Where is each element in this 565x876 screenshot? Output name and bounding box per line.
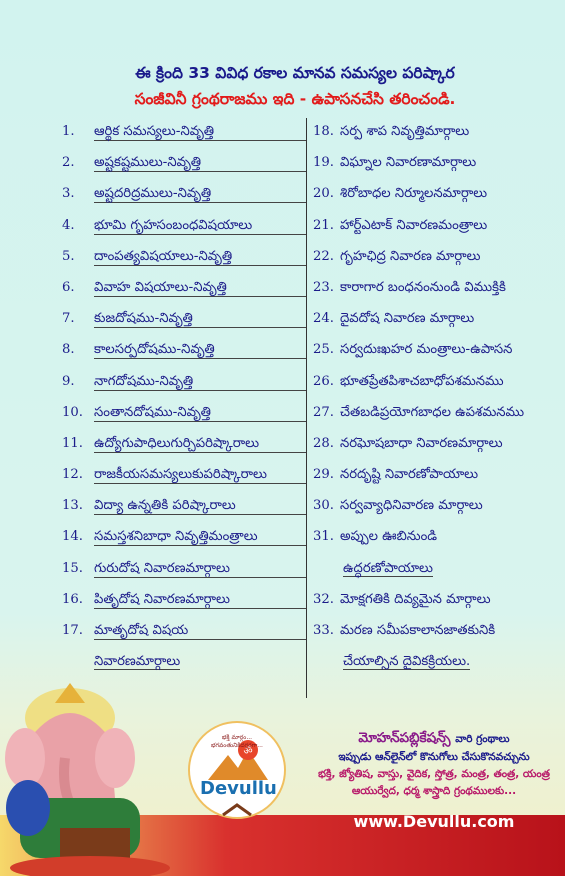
- header: [40, 60, 550, 112]
- ganesha-illustration: [0, 678, 176, 876]
- item-text: రాజకీయసమస్యలుకుపరిష్కారాలు: [94, 467, 306, 484]
- item-text: శిరోబాధల నిర్మూలనమార్గాలు: [339, 186, 488, 202]
- list-item-continuation: [62, 648, 306, 679]
- item-number: 21.: [313, 217, 334, 233]
- item-number: 8.: [62, 342, 75, 358]
- item-number: 17.: [62, 623, 83, 638]
- item-text: ఆర్థిక సమస్యలు-నివృత్తి: [94, 124, 306, 141]
- list-item: [62, 555, 306, 586]
- list-item: [313, 399, 563, 430]
- item-number: 22.: [313, 248, 334, 264]
- item-number: 15.: [62, 560, 83, 576]
- item-text: విద్యా ఉన్నతికి పరిష్కారాలు: [94, 498, 306, 515]
- item-text: అప్పుల ఊబినుండి: [339, 529, 438, 545]
- publisher-name: మోహన్‌పబ్లికేషన్స్: [358, 730, 451, 746]
- list-item: [313, 492, 563, 523]
- item-text: సమస్తశనిబాధా నివృత్తిమంత్రాలు: [94, 529, 306, 546]
- item-number: 25.: [313, 342, 334, 358]
- list-item-continuation: [313, 648, 563, 679]
- list-item: [313, 461, 563, 492]
- item-number: 19.: [313, 155, 334, 171]
- list-item: [313, 274, 563, 305]
- ad-line-online: ఇప్పుడు ఆన్‌లైన్‌లో కొనుగోలు చేసుకొనవచ్చును: [338, 751, 530, 763]
- list-item: [62, 336, 306, 367]
- list-item: [313, 336, 563, 367]
- item-number: 1.: [62, 124, 75, 139]
- item-text: గృహఛిద్ర నివారణ మార్గాలు: [339, 248, 481, 264]
- right-column: [313, 118, 563, 679]
- item-text: ఉద్యోగుపాధిలుగుర్చిపరిష్కారాలు: [94, 436, 306, 453]
- item-text: హార్ట్ఎటాక్ నివారణమంత్రాలు: [339, 217, 488, 233]
- item-text: నరదృష్టి నివారణోపాయాలు: [339, 467, 479, 483]
- item-text: మాతృదోష విషయ: [94, 623, 306, 640]
- item-text: కారాగార బంధనంనుండి విముక్తికి: [339, 279, 506, 295]
- list-item: [62, 368, 306, 399]
- list-item: [62, 243, 306, 274]
- item-number: 23.: [313, 279, 334, 295]
- item-number: 7.: [62, 311, 75, 327]
- item-text: గురుదోష నివారణమార్గాలు: [94, 561, 306, 578]
- item-text: భూతప్రేతపిశాచబాధోపశమనము: [339, 373, 504, 389]
- list-item: [62, 430, 306, 461]
- item-text: దైవదోష నివారణ మార్గాలు: [339, 311, 475, 327]
- item-text: నరఘోషబాధా నివారణమార్గాలు: [339, 435, 503, 451]
- item-number: 12.: [62, 467, 83, 483]
- item-number: 5.: [62, 248, 75, 264]
- item-text: కాలసర్పదోషము-నివృత్తి: [94, 342, 306, 359]
- item-text: అష్టదరిద్రములు-నివృత్తి: [94, 186, 306, 203]
- item-number: 27.: [313, 404, 334, 420]
- list-item: [62, 274, 306, 305]
- advertisement: [305, 730, 563, 831]
- list-item: [62, 118, 306, 149]
- website-link[interactable]: www.Devullu.com: [353, 812, 515, 831]
- list-item: [313, 180, 563, 211]
- svg-text:ॐ: ॐ: [243, 746, 253, 757]
- item-number: 13.: [62, 498, 83, 514]
- list-item: [313, 368, 563, 399]
- list-item: [313, 586, 563, 617]
- item-number: 10.: [62, 404, 83, 420]
- list-item: [62, 492, 306, 523]
- list-item: [62, 399, 306, 430]
- ad-line-categories-2: ఆయుర్వేద, ధర్మ శాస్త్రాది గ్రంథములకు...: [351, 785, 517, 797]
- logo-brand: Devullu: [200, 778, 277, 799]
- item-text: భూమి గృహసంబంధవిషయాలు: [94, 218, 306, 235]
- item-number: 9.: [62, 373, 75, 389]
- item-number: 26.: [313, 373, 334, 389]
- item-number: 14.: [62, 529, 83, 545]
- column-divider: [306, 118, 307, 698]
- item-number: 2.: [62, 155, 75, 171]
- item-text: సర్వదుఃఖహర మంత్రాలు-ఉపాసన: [339, 342, 513, 358]
- item-number: 32.: [313, 591, 334, 607]
- item-number: 33.: [313, 623, 334, 638]
- list-item: [62, 617, 306, 648]
- list-item: [313, 243, 563, 274]
- header-line-2: సంజీవినీ గ్రంథరాజము ఇది - ఉపాసనచేసి తరించండి.: [134, 90, 456, 108]
- item-text: పితృదోష నివారణమార్గాలు: [94, 592, 306, 609]
- list-item: [62, 180, 306, 211]
- item-text: నివారణమార్గాలు: [94, 654, 181, 670]
- item-text: వివాహ విషయాలు-నివృత్తి: [94, 280, 306, 297]
- item-number: 6.: [62, 279, 75, 295]
- list-item: [313, 305, 563, 336]
- item-text: సంతానదోషము-నివృత్తి: [94, 405, 306, 422]
- item-number: 31.: [313, 529, 334, 545]
- ad-title: [305, 730, 563, 749]
- list-item: [62, 523, 306, 554]
- item-text: నాగదోషము-నివృత్తి: [94, 374, 306, 391]
- item-text: మోక్షగతికి దివ్యమైన మార్గాలు: [339, 591, 491, 607]
- item-text: విఘ్నాల నివారణామార్గాలు: [339, 155, 477, 171]
- item-text: సర్ప శాప నివృత్తిమార్గాలు: [339, 124, 470, 139]
- list-item: [62, 149, 306, 180]
- item-text: ఉద్ధరణోపాయాలు: [343, 560, 433, 576]
- item-number: 24.: [313, 311, 334, 327]
- item-number: 20.: [313, 186, 334, 202]
- item-number: 11.: [62, 435, 83, 451]
- list-item: [313, 523, 563, 554]
- item-text: చేయాల్సిన దైవికక్రియలు.: [343, 654, 471, 670]
- logo-tagline: భక్తి మార్గం... భగవంతునికిదగ్గరగా...: [211, 734, 263, 749]
- list-item-continuation: [313, 555, 563, 586]
- publisher-suffix: వారి గ్రంథాలు: [455, 733, 510, 745]
- item-number: 3.: [62, 186, 75, 202]
- list-item: [313, 430, 563, 461]
- item-number: 29.: [313, 467, 334, 483]
- item-number: 18.: [313, 124, 334, 139]
- item-number: 16.: [62, 591, 83, 607]
- list-item: [313, 118, 563, 149]
- devullu-logo: [178, 720, 296, 830]
- item-text: చేతబడిప్రయోగబాధల ఉపశమనము: [339, 404, 525, 420]
- header-line-1: ఈ క్రింది 33 వివిధ రకాల మానవ సమస్యల పరిష్కార: [135, 64, 455, 82]
- item-number: 30.: [313, 498, 334, 514]
- list-item: [62, 461, 306, 492]
- left-column: [62, 118, 306, 679]
- item-text: మరణ సమీపకాలానజాతకునికి: [339, 623, 496, 638]
- item-text: కుజదోషము-నివృత్తి: [94, 311, 306, 328]
- item-number: 4.: [62, 217, 75, 233]
- list-item: [313, 617, 563, 648]
- item-text: సర్వవ్యాధినివారణ మార్గాలు: [339, 498, 483, 514]
- item-number: 28.: [313, 435, 334, 451]
- ad-line-categories: భక్తి, జ్యోతిష, వాస్తు, వైదిక, స్తోత్ర, మంత్ర, తంత్ర, యంత్ర: [318, 768, 550, 780]
- list-item: [313, 149, 563, 180]
- item-text: అష్టకష్టములు-నివృత్తి: [94, 155, 306, 172]
- item-text: దాంపత్యవిషయాలు-నివృత్తి: [94, 249, 306, 266]
- list-item: [62, 305, 306, 336]
- list-item: [313, 212, 563, 243]
- list-item: [62, 212, 306, 243]
- list-item: [62, 586, 306, 617]
